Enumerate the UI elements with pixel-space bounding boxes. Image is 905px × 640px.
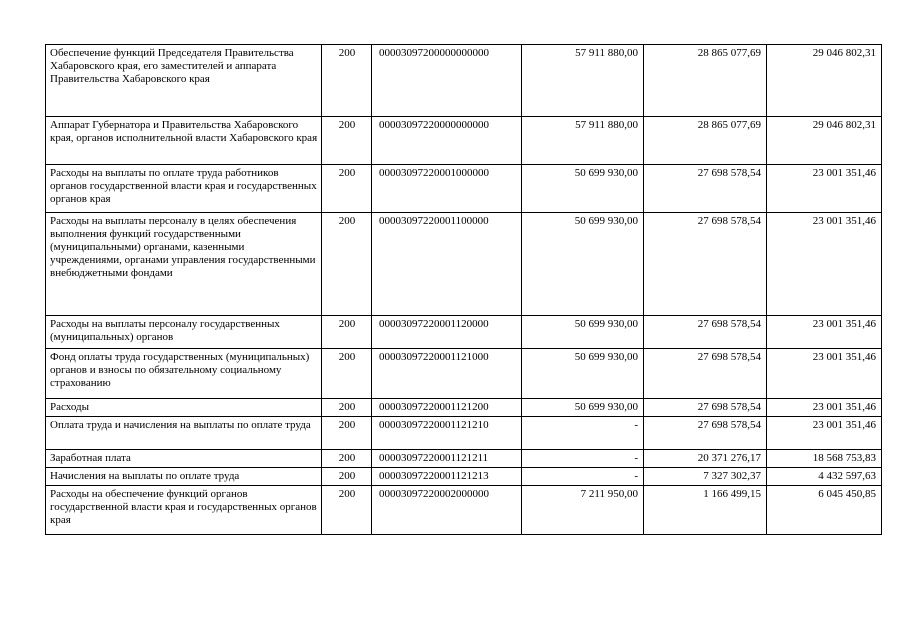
table-row [46,486,882,535]
row-name-cell: Аппарат Губернатора и Правительства Хабаровского края, органов исполнительной власти Хабаровского края [46,117,322,165]
row-rest-cell: 23 001 351,46 [767,316,882,349]
row-rest-cell: 23 001 351,46 [767,399,882,417]
row-done-cell: 27 698 578,54 [644,399,767,417]
row-rest-cell: 23 001 351,46 [767,417,882,450]
row-code-cell: 00003097220001121213 [372,468,522,486]
row-done-cell: 27 698 578,54 [644,165,767,213]
row-grbs-cell: 200 [322,349,372,399]
row-grbs-cell: 200 [322,399,372,417]
row-plan-cell: - [522,417,644,450]
table-row [46,117,882,165]
row-name-cell: Обеспечение функций Председателя Правительства Хабаровского края, его заместителей и аппарата Правительства Хабаровского края [46,45,322,117]
row-plan-cell: 50 699 930,00 [522,349,644,399]
row-code-cell: 00003097220001121211 [372,450,522,468]
row-done-cell: 20 371 276,17 [644,450,767,468]
row-done-cell: 7 327 302,37 [644,468,767,486]
row-name-cell: Расходы [46,399,322,417]
row-code-cell: 00003097220001121210 [372,417,522,450]
row-plan-cell: 50 699 930,00 [522,213,644,316]
table-row [46,213,882,316]
row-plan-cell: 50 699 930,00 [522,399,644,417]
row-plan-cell: 57 911 880,00 [522,117,644,165]
row-code-cell: 00003097220001120000 [372,316,522,349]
row-done-cell: 27 698 578,54 [644,316,767,349]
row-grbs-cell: 200 [322,417,372,450]
row-name-cell: Расходы на выплаты персоналу в целях обеспечения выполнения функций государственными (муниципальными) органами, казенными учреждениями, органами управления государственными внебюджетными фондами [46,213,322,316]
table-row [46,349,882,399]
row-done-cell: 1 166 499,15 [644,486,767,535]
row-code-cell: 00003097220001100000 [372,213,522,316]
row-rest-cell: 23 001 351,46 [767,349,882,399]
row-rest-cell: 29 046 802,31 [767,117,882,165]
row-rest-cell: 18 568 753,83 [767,450,882,468]
row-code-cell: 00003097200000000000 [372,45,522,117]
table-row [46,316,882,349]
row-grbs-cell: 200 [322,117,372,165]
row-name-cell: Расходы на выплаты персоналу государственных (муниципальных) органов [46,316,322,349]
row-grbs-cell: 200 [322,213,372,316]
row-code-cell: 00003097220001121200 [372,399,522,417]
table-row [46,468,882,486]
row-plan-cell: 50 699 930,00 [522,316,644,349]
budget-table-body [46,45,882,535]
table-row [46,399,882,417]
table-row [46,450,882,468]
row-rest-cell: 29 046 802,31 [767,45,882,117]
table-row [46,45,882,117]
row-name-cell: Расходы на выплаты по оплате труда работников органов государственной власти края и государственных органов края [46,165,322,213]
row-rest-cell: 6 045 450,85 [767,486,882,535]
row-plan-cell: 7 211 950,00 [522,486,644,535]
row-grbs-cell: 200 [322,45,372,117]
budget-table [45,44,882,535]
row-grbs-cell: 200 [322,468,372,486]
table-row [46,165,882,213]
row-plan-cell: 57 911 880,00 [522,45,644,117]
row-name-cell: Начисления на выплаты по оплате труда [46,468,322,486]
row-plan-cell: 50 699 930,00 [522,165,644,213]
row-code-cell: 00003097220002000000 [372,486,522,535]
row-done-cell: 28 865 077,69 [644,45,767,117]
row-done-cell: 27 698 578,54 [644,349,767,399]
row-code-cell: 00003097220000000000 [372,117,522,165]
row-rest-cell: 23 001 351,46 [767,213,882,316]
row-code-cell: 00003097220001000000 [372,165,522,213]
table-row [46,417,882,450]
row-done-cell: 28 865 077,69 [644,117,767,165]
row-name-cell: Оплата труда и начисления на выплаты по оплате труда [46,417,322,450]
row-name-cell: Расходы на обеспечение функций органов государственной власти края и государственных органов края [46,486,322,535]
row-grbs-cell: 200 [322,450,372,468]
row-grbs-cell: 200 [322,316,372,349]
row-rest-cell: 23 001 351,46 [767,165,882,213]
row-name-cell: Заработная плата [46,450,322,468]
row-name-cell: Фонд оплаты труда государственных (муниципальных) органов и взносы по обязательному социальному страхованию [46,349,322,399]
row-plan-cell: - [522,450,644,468]
row-plan-cell: - [522,468,644,486]
row-rest-cell: 4 432 597,63 [767,468,882,486]
row-grbs-cell: 200 [322,486,372,535]
row-done-cell: 27 698 578,54 [644,417,767,450]
row-done-cell: 27 698 578,54 [644,213,767,316]
row-grbs-cell: 200 [322,165,372,213]
row-code-cell: 00003097220001121000 [372,349,522,399]
